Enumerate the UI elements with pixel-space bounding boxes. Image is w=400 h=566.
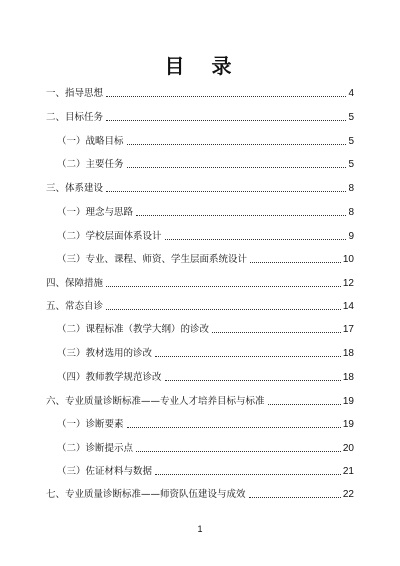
toc-entry-label: 七、专业质量诊断标准——师资队伍建设与成效 [46, 489, 246, 500]
toc-entry-page: 4 [348, 88, 354, 99]
toc-entry-label: 六、专业质量诊断标准——专业人才培养目标与标准 [46, 396, 265, 407]
toc-leader-dots [106, 285, 341, 287]
toc-entry[interactable] [46, 179, 354, 195]
page-number: 1 [197, 524, 203, 534]
toc-leader-dots [127, 426, 341, 428]
toc-entry[interactable] [46, 392, 354, 408]
toc-entry-label: （二）课程标准（教学大纲）的诊改 [57, 324, 210, 335]
toc-leader-dots [136, 450, 341, 452]
toc-entry[interactable] [46, 84, 354, 100]
toc-leader-dots [106, 190, 346, 192]
toc-entry[interactable] [46, 108, 354, 124]
toc-entry-page: 9 [348, 231, 354, 242]
toc-entry[interactable] [57, 344, 354, 360]
toc-entry[interactable] [57, 320, 354, 336]
toc-entry[interactable] [57, 439, 354, 455]
page-title: 目 录 [164, 54, 242, 78]
toc-leader-dots [268, 403, 341, 405]
toc-leader-dots [155, 473, 341, 475]
toc-entry-label: 三、体系建设 [46, 183, 104, 194]
toc-leader-dots [136, 214, 346, 216]
toc-entry-page: 14 [342, 301, 354, 312]
toc-entry-page: 18 [342, 372, 354, 383]
toc-entry-page: 5 [348, 159, 354, 170]
toc-entry[interactable] [46, 274, 354, 290]
toc-entry-label: 四、保障措施 [46, 278, 104, 289]
toc-entry-label: （一）诊断要素 [57, 419, 124, 430]
toc-entry-page: 8 [348, 207, 354, 218]
toc-entry-page: 10 [342, 254, 354, 265]
toc-entry[interactable] [46, 297, 354, 313]
toc-entry[interactable] [57, 227, 354, 243]
toc-entry-page: 5 [348, 136, 354, 147]
toc-leader-dots [249, 496, 341, 498]
toc-leader-dots [106, 119, 346, 121]
toc-entry-label: 一、指导思想 [46, 88, 104, 99]
toc-entry-page: 19 [342, 419, 354, 430]
toc-leader-dots [127, 166, 347, 168]
toc-entry-page: 12 [342, 278, 354, 289]
toc-leader-dots [155, 355, 341, 357]
toc-entry[interactable] [57, 250, 354, 266]
toc-entry-page: 8 [348, 183, 354, 194]
toc-entry[interactable] [57, 462, 354, 478]
toc-entry-page: 21 [342, 466, 354, 477]
toc-entry-label: 五、常态自诊 [46, 301, 104, 312]
toc-leader-dots [127, 143, 347, 145]
toc-entry-page: 20 [342, 443, 354, 454]
toc-entry-label: （四）教师教学规范诊改 [57, 372, 162, 383]
toc-entry[interactable] [57, 203, 354, 219]
toc-leader-dots [250, 261, 341, 263]
toc-entry-label: （三）佐证材料与数据 [57, 466, 153, 477]
toc-leader-dots [212, 331, 341, 333]
toc-entry[interactable] [57, 415, 354, 431]
toc-entry-label: （二）诊断提示点 [57, 443, 134, 454]
toc-entry-label: （一）理念与思路 [57, 207, 134, 218]
toc-leader-dots [106, 308, 341, 310]
toc-entry-page: 17 [342, 324, 354, 335]
toc-entry-label: （二）学校层面体系设计 [57, 231, 162, 242]
toc-leader-dots [165, 379, 341, 381]
toc-entry[interactable] [46, 485, 354, 501]
toc-entry[interactable] [57, 155, 354, 171]
toc-entry-label: （二）主要任务 [57, 159, 124, 170]
toc-entry-label: （三）专业、课程、师资、学生层面系统设计 [57, 254, 248, 265]
toc-entry-page: 22 [342, 489, 354, 500]
toc-entry[interactable] [57, 368, 354, 384]
toc-entry-page: 19 [342, 396, 354, 407]
toc-entry-label: 二、目标任务 [46, 112, 104, 123]
toc-leader-dots [165, 238, 347, 240]
toc-entry-label: （一）战略目标 [57, 136, 124, 147]
toc-entry-label: （三）教材选用的诊改 [57, 348, 153, 359]
toc-entry-page: 18 [342, 348, 354, 359]
toc-leader-dots [106, 95, 346, 97]
toc-entry-page: 5 [348, 112, 354, 123]
toc-entry[interactable] [57, 132, 354, 148]
